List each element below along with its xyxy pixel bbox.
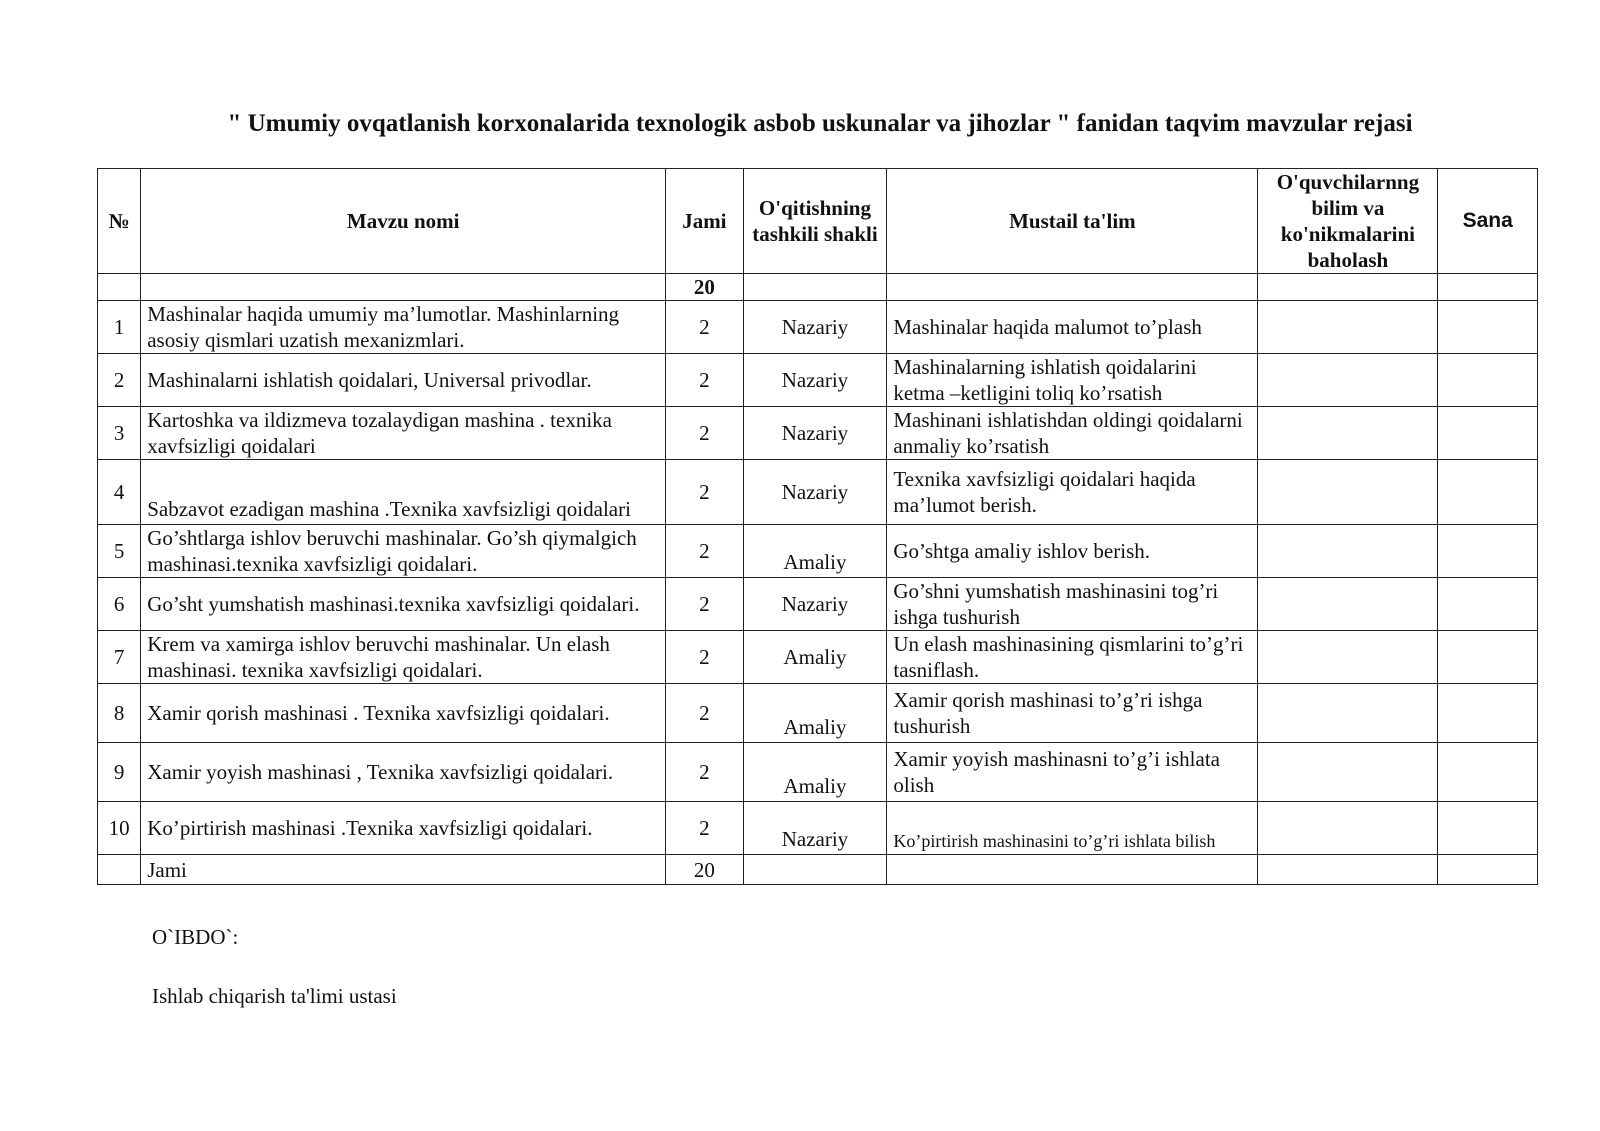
row-date: [1438, 525, 1538, 578]
row-num: 8: [98, 684, 141, 743]
row-self-study: Un elash mashinasining qismlarini to’g’ri tasniflash.: [887, 631, 1258, 684]
row-num: 7: [98, 631, 141, 684]
row-num: 2: [98, 354, 141, 407]
row-self-study: Xamir qorish mashinasi to’g’ri ishga tushurish: [887, 684, 1258, 743]
row-form: Amaliy: [743, 684, 887, 743]
table-row: [98, 354, 1538, 407]
row-form: Nazariy: [743, 802, 887, 855]
row-num: 1: [98, 301, 141, 354]
row-date: [1438, 743, 1538, 802]
row-self-study: Go’shni yumshatish mashinasini tog’ri ishga tushurish: [887, 578, 1258, 631]
table-header-row: [98, 169, 1538, 274]
row-hours: 2: [666, 743, 743, 802]
row-topic: Xamir yoyish mashinasi , Texnika xavfsizligi qoidalari.: [141, 743, 666, 802]
row-form: Nazariy: [743, 460, 887, 525]
header-hours: Jami: [666, 169, 743, 274]
header-topic: Mavzu nomi: [141, 169, 666, 274]
table-row: [98, 631, 1538, 684]
row-hours: 2: [666, 301, 743, 354]
row-num: 9: [98, 743, 141, 802]
row-topic: Go’sht yumshatish mashinasi.texnika xavfsizligi qoidalari.: [141, 578, 666, 631]
row-hours: 2: [666, 525, 743, 578]
row-topic: Krem va xamirga ishlov beruvchi mashinalar. Un elash mashinasi. texnika xavfsizligi qoidalari.: [141, 631, 666, 684]
row-form: Nazariy: [743, 354, 887, 407]
table-row: [98, 743, 1538, 802]
row-hours: 2: [666, 684, 743, 743]
row-hours: 2: [666, 802, 743, 855]
row-form: Nazariy: [743, 578, 887, 631]
row-topic: Ko’pirtirish mashinasi .Texnika xavfsizligi qoidalari.: [141, 802, 666, 855]
header-form: O'qitishning tashkili shakli: [743, 169, 887, 274]
header-assessment: O'quvchilarnng bilim va ko'nikmalarini baholash: [1258, 169, 1438, 274]
row-self-study: Mashinalarning ishlatish qoidalarini ketma –ketligini toliq ko’rsatish: [887, 354, 1258, 407]
total-hours-row: [98, 274, 1538, 301]
row-self-study: Xamir yoyish mashinasni to’g’i ishlata olish: [887, 743, 1258, 802]
row-assessment: [1258, 407, 1438, 460]
row-num: 5: [98, 525, 141, 578]
header-date: Sana: [1438, 169, 1538, 274]
table-row: [98, 802, 1538, 855]
row-date: [1438, 460, 1538, 525]
row-num: 4: [98, 460, 141, 525]
total-value: 20: [666, 855, 743, 885]
footer-org: O`IBDO`:: [152, 925, 239, 949]
row-topic: Mashinalarni ishlatish qoidalari, Universal privodlar.: [141, 354, 666, 407]
row-topic: Sabzavot ezadigan mashina .Texnika xavfsizligi qoidalari: [141, 460, 666, 525]
table-row: [98, 684, 1538, 743]
row-self-study: Mashinani ishlatishdan oldingi qoidalarni anmaliy ko’rsatish: [887, 407, 1258, 460]
row-hours: 2: [666, 631, 743, 684]
row-assessment: [1258, 301, 1438, 354]
row-self-study: Texnika xavfsizligi qoidalari haqida ma’lumot berish.: [887, 460, 1258, 525]
table-row: [98, 460, 1538, 525]
row-date: [1438, 631, 1538, 684]
schedule-table: [97, 168, 1538, 885]
row-self-study: Go’shtga amaliy ishlov berish.: [887, 525, 1258, 578]
row-assessment: [1258, 525, 1438, 578]
row-assessment: [1258, 354, 1438, 407]
page-title: " Umumiy ovqatlanish korxonalarida texnologik asbob uskunalar va jihozlar " fanidan taqvim mavzular rejasi: [227, 110, 1413, 137]
row-assessment: [1258, 460, 1438, 525]
row-assessment: [1258, 802, 1438, 855]
row-form: Nazariy: [743, 407, 887, 460]
header-num: №: [98, 169, 141, 274]
row-date: [1438, 684, 1538, 743]
row-topic: Kartoshka va ildizmeva tozalaydigan mashina . texnika xavfsizligi qoidalari: [141, 407, 666, 460]
row-self-study: Ko’pirtirish mashinasini to’g’ri ishlata bilish: [887, 802, 1258, 855]
row-form: Amaliy: [743, 631, 887, 684]
row-form: Amaliy: [743, 743, 887, 802]
table-row: [98, 407, 1538, 460]
row-hours: 2: [666, 460, 743, 525]
row-date: [1438, 354, 1538, 407]
table-row: [98, 301, 1538, 354]
total-row: [98, 855, 1538, 885]
row-topic: Mashinalar haqida umumiy ma’lumotlar. Mashinlarning asosiy qismlari uzatish mexanizmlari.: [141, 301, 666, 354]
row-self-study: Mashinalar haqida malumot to’plash: [887, 301, 1258, 354]
row-num: 10: [98, 802, 141, 855]
row-hours: 2: [666, 578, 743, 631]
total-hours-top: 20: [666, 274, 743, 301]
row-assessment: [1258, 578, 1438, 631]
row-hours: 2: [666, 407, 743, 460]
row-num: 6: [98, 578, 141, 631]
row-date: [1438, 301, 1538, 354]
row-topic: Xamir qorish mashinasi . Texnika xavfsizligi qoidalari.: [141, 684, 666, 743]
row-topic: Go’shtlarga ishlov beruvchi mashinalar. Go’sh qiymalgich mashinasi.texnika xavfsizligi qoidalari.: [141, 525, 666, 578]
header-self-study: Mustail ta'lim: [887, 169, 1258, 274]
row-assessment: [1258, 631, 1438, 684]
row-num: 3: [98, 407, 141, 460]
row-assessment: [1258, 684, 1438, 743]
table-row: [98, 578, 1538, 631]
total-label: Jami: [141, 855, 666, 885]
row-form: Amaliy: [743, 525, 887, 578]
footer-role: Ishlab chiqarish ta'limi ustasi: [152, 984, 397, 1008]
row-date: [1438, 578, 1538, 631]
row-date: [1438, 407, 1538, 460]
row-assessment: [1258, 743, 1438, 802]
row-form: Nazariy: [743, 301, 887, 354]
row-date: [1438, 802, 1538, 855]
table-row: [98, 525, 1538, 578]
row-hours: 2: [666, 354, 743, 407]
